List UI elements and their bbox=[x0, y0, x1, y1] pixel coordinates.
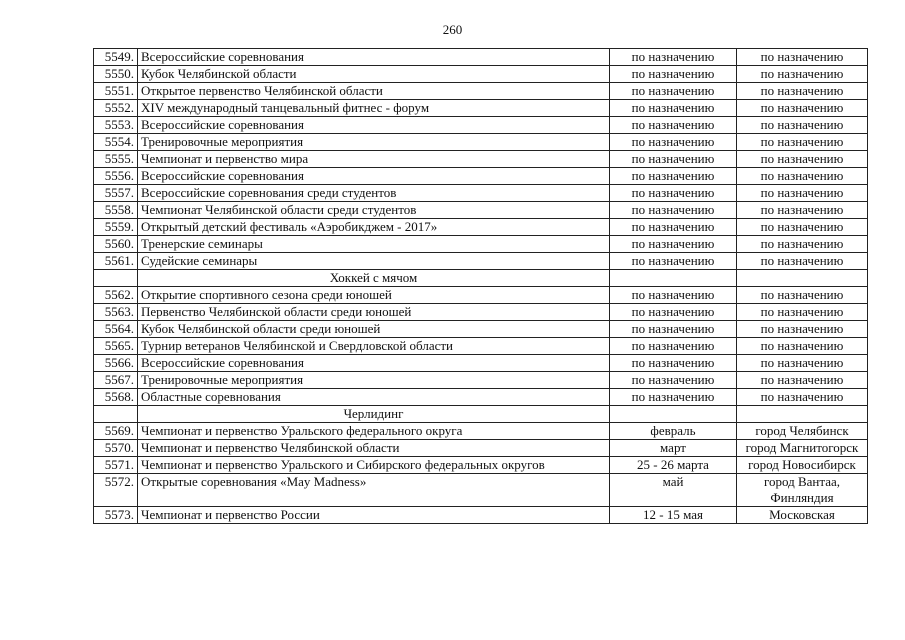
event-place: Московская bbox=[737, 507, 868, 524]
event-number: 5551. bbox=[94, 83, 138, 100]
table-row bbox=[94, 66, 868, 83]
event-date: по назначению bbox=[610, 219, 737, 236]
event-date: по назначению bbox=[610, 66, 737, 83]
event-number: 5560. bbox=[94, 236, 138, 253]
event-number: 5570. bbox=[94, 440, 138, 457]
event-date: по назначению bbox=[610, 389, 737, 406]
event-number: 5566. bbox=[94, 355, 138, 372]
event-place: по назначению bbox=[737, 134, 868, 151]
event-place: город Вантаа, Финляндия bbox=[737, 474, 868, 507]
event-date: по назначению bbox=[610, 100, 737, 117]
event-number: 5550. bbox=[94, 66, 138, 83]
table-row bbox=[94, 287, 868, 304]
event-date: по назначению bbox=[610, 49, 737, 66]
event-place: по назначению bbox=[737, 83, 868, 100]
event-date: по назначению bbox=[610, 185, 737, 202]
event-name: Открытый детский фестиваль «Аэробикджем - 2017» bbox=[138, 219, 610, 236]
table-row bbox=[94, 100, 868, 117]
event-name: Чемпионат и первенство мира bbox=[138, 151, 610, 168]
event-name: Всероссийские соревнования bbox=[138, 117, 610, 134]
event-number: 5549. bbox=[94, 49, 138, 66]
event-name: Областные соревнования bbox=[138, 389, 610, 406]
table-row bbox=[94, 185, 868, 202]
event-place: город Новосибирск bbox=[737, 457, 868, 474]
event-number: 5557. bbox=[94, 185, 138, 202]
table-row bbox=[94, 117, 868, 134]
table-row bbox=[94, 168, 868, 185]
event-name: Чемпионат и первенство России bbox=[138, 507, 610, 524]
event-name: Открытие спортивного сезона среди юношей bbox=[138, 287, 610, 304]
event-name: Всероссийские соревнования bbox=[138, 355, 610, 372]
table-row bbox=[94, 355, 868, 372]
event-number: 5556. bbox=[94, 168, 138, 185]
event-name: Всероссийские соревнования bbox=[138, 168, 610, 185]
events-table-body bbox=[94, 49, 868, 524]
event-name: Тренерские семинары bbox=[138, 236, 610, 253]
table-row bbox=[94, 134, 868, 151]
event-date: 12 - 15 мая bbox=[610, 507, 737, 524]
event-number: 5572. bbox=[94, 474, 138, 507]
event-name: Чемпионат и первенство Челябинской области bbox=[138, 440, 610, 457]
event-date: по назначению bbox=[610, 338, 737, 355]
event-name: Чемпионат и первенство Уральского и Сибирского федеральных округов bbox=[138, 457, 610, 474]
event-place: по назначению bbox=[737, 100, 868, 117]
event-name: Чемпионат и первенство Уральского федерального округа bbox=[138, 423, 610, 440]
event-date: по назначению bbox=[610, 355, 737, 372]
event-date: по назначению bbox=[610, 83, 737, 100]
event-name: Кубок Челябинской области среди юношей bbox=[138, 321, 610, 338]
event-date: по назначению bbox=[610, 253, 737, 270]
table-row bbox=[94, 253, 868, 270]
event-name: Открытые соревнования «May Madness» bbox=[138, 474, 610, 507]
section-row bbox=[94, 406, 868, 423]
table-row bbox=[94, 49, 868, 66]
empty-cell bbox=[94, 270, 138, 287]
table-row bbox=[94, 372, 868, 389]
table-row bbox=[94, 236, 868, 253]
empty-cell bbox=[737, 270, 868, 287]
event-date: по назначению bbox=[610, 236, 737, 253]
event-number: 5559. bbox=[94, 219, 138, 236]
event-place: по назначению bbox=[737, 66, 868, 83]
event-place: по назначению bbox=[737, 287, 868, 304]
event-name: Открытое первенство Челябинской области bbox=[138, 83, 610, 100]
table-row bbox=[94, 457, 868, 474]
table-row bbox=[94, 423, 868, 440]
empty-cell bbox=[610, 406, 737, 423]
table-row bbox=[94, 83, 868, 100]
event-date: по назначению bbox=[610, 372, 737, 389]
event-date: по назначению bbox=[610, 304, 737, 321]
event-place: по назначению bbox=[737, 202, 868, 219]
event-number: 5567. bbox=[94, 372, 138, 389]
event-date: февраль bbox=[610, 423, 737, 440]
event-name: Всероссийские соревнования bbox=[138, 49, 610, 66]
event-name: Турнир ветеранов Челябинской и Свердловской области bbox=[138, 338, 610, 355]
event-name: Всероссийские соревнования среди студентов bbox=[138, 185, 610, 202]
event-number: 5553. bbox=[94, 117, 138, 134]
table-row bbox=[94, 474, 868, 507]
event-number: 5558. bbox=[94, 202, 138, 219]
event-place: по назначению bbox=[737, 304, 868, 321]
event-number: 5554. bbox=[94, 134, 138, 151]
event-date: по назначению bbox=[610, 151, 737, 168]
event-name: XIV международный танцевальный фитнес - форум bbox=[138, 100, 610, 117]
event-place: по назначению bbox=[737, 117, 868, 134]
event-number: 5573. bbox=[94, 507, 138, 524]
event-name: Кубок Челябинской области bbox=[138, 66, 610, 83]
table-row bbox=[94, 219, 868, 236]
event-name: Чемпионат Челябинской области среди студентов bbox=[138, 202, 610, 219]
event-date: по назначению bbox=[610, 117, 737, 134]
events-table bbox=[93, 48, 868, 524]
table-row bbox=[94, 338, 868, 355]
event-place: по назначению bbox=[737, 236, 868, 253]
empty-cell bbox=[610, 270, 737, 287]
table-row bbox=[94, 389, 868, 406]
event-name: Тренировочные мероприятия bbox=[138, 372, 610, 389]
event-place: по назначению bbox=[737, 355, 868, 372]
event-place: по назначению bbox=[737, 338, 868, 355]
event-number: 5571. bbox=[94, 457, 138, 474]
event-date: по назначению bbox=[610, 134, 737, 151]
event-number: 5569. bbox=[94, 423, 138, 440]
event-date: по назначению bbox=[610, 287, 737, 304]
table-row bbox=[94, 507, 868, 524]
event-number: 5555. bbox=[94, 151, 138, 168]
event-place: по назначению bbox=[737, 372, 868, 389]
empty-cell bbox=[737, 406, 868, 423]
event-place: город Челябинск bbox=[737, 423, 868, 440]
table-row bbox=[94, 304, 868, 321]
event-number: 5564. bbox=[94, 321, 138, 338]
event-date: по назначению bbox=[610, 321, 737, 338]
table-row bbox=[94, 321, 868, 338]
event-place: по назначению bbox=[737, 253, 868, 270]
section-heading: Черлидинг bbox=[138, 406, 610, 423]
event-date: март bbox=[610, 440, 737, 457]
page-number: 260 bbox=[442, 22, 463, 37]
event-place: по назначению bbox=[737, 219, 868, 236]
event-place: по назначению bbox=[737, 321, 868, 338]
event-place: по назначению bbox=[737, 151, 868, 168]
event-date: по назначению bbox=[610, 202, 737, 219]
event-date: май bbox=[610, 474, 737, 507]
event-number: 5552. bbox=[94, 100, 138, 117]
event-date: по назначению bbox=[610, 168, 737, 185]
event-place: по назначению bbox=[737, 185, 868, 202]
event-number: 5561. bbox=[94, 253, 138, 270]
empty-cell bbox=[94, 406, 138, 423]
event-date: 25 - 26 марта bbox=[610, 457, 737, 474]
event-number: 5562. bbox=[94, 287, 138, 304]
table-row bbox=[94, 440, 868, 457]
event-place: по назначению bbox=[737, 389, 868, 406]
table-row bbox=[94, 202, 868, 219]
event-number: 5568. bbox=[94, 389, 138, 406]
event-name: Тренировочные мероприятия bbox=[138, 134, 610, 151]
section-heading: Хоккей с мячом bbox=[138, 270, 610, 287]
event-name: Судейские семинары bbox=[138, 253, 610, 270]
event-name: Первенство Челябинской области среди юношей bbox=[138, 304, 610, 321]
table-row bbox=[94, 151, 868, 168]
event-number: 5565. bbox=[94, 338, 138, 355]
event-place: город Магнитогорск bbox=[737, 440, 868, 457]
event-place: по назначению bbox=[737, 49, 868, 66]
event-number: 5563. bbox=[94, 304, 138, 321]
section-row bbox=[94, 270, 868, 287]
event-place: по назначению bbox=[737, 168, 868, 185]
